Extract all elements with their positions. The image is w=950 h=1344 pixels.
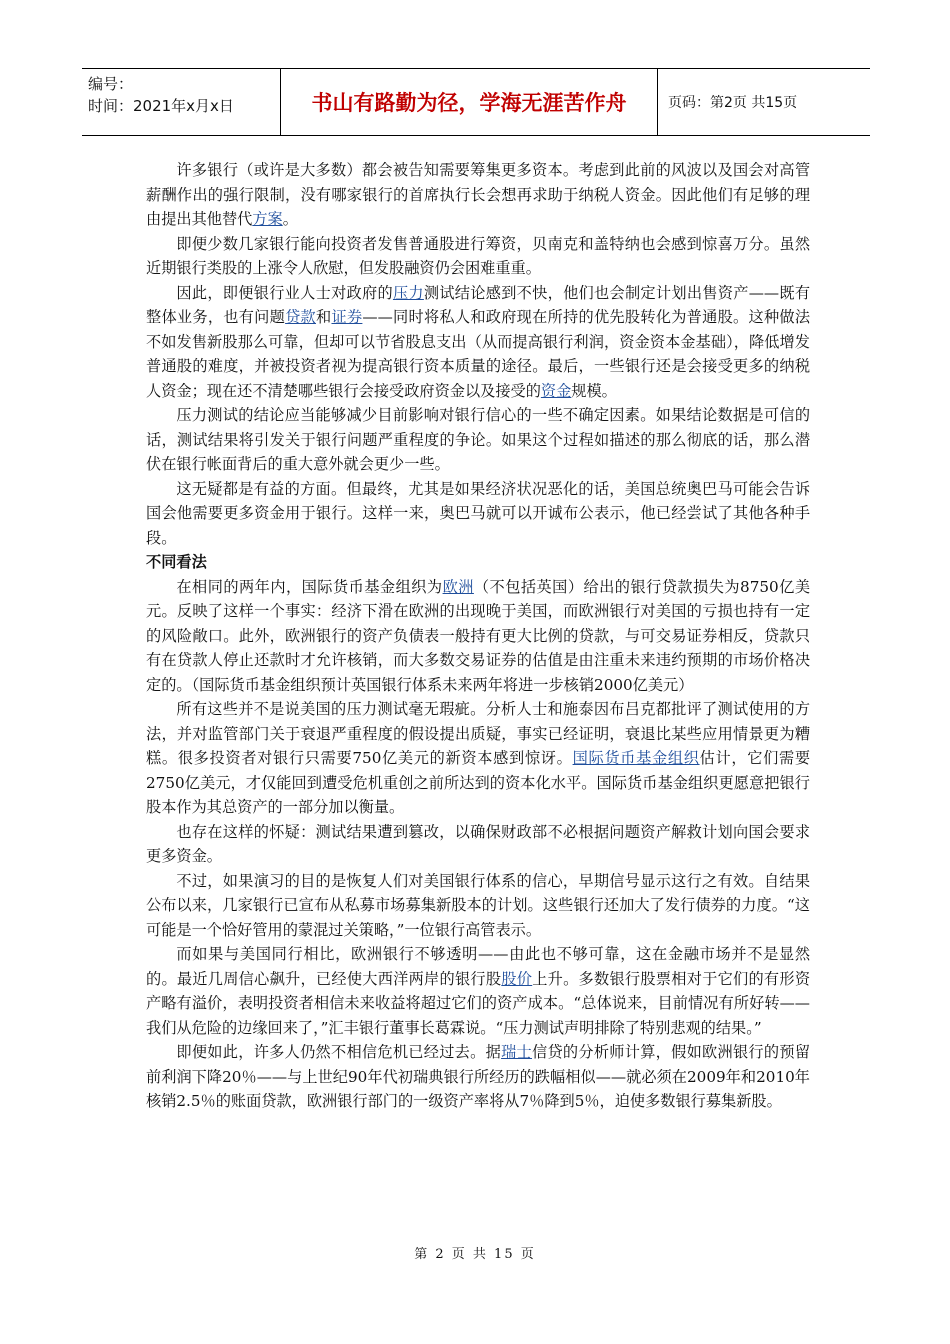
inline-link[interactable]: 压力 <box>392 283 424 302</box>
paragraph <box>146 869 810 943</box>
text-run: 这无疑都是有益的方面。但最终，尤其是如果经济状况恶化的话，美国总统奥巴马可能会告诉国会他需要更多资金用于银行。这样一来，奥巴马就可以开诚布公表示，他已经尝试了其他各种手段。 <box>146 479 810 547</box>
text-run: 所有这些并不是说美国的压力测试毫无瑕疵。分析人士和施泰因布吕克都批评了测试使用的方法，并对监管部门关于衰退严重程度的假设提出质疑，事实已经证明，衰退比某些应用情景更为糟糕。很多投资者对银行只需要750亿美元的新资本感到惊讶。 <box>146 700 810 767</box>
paragraph <box>146 403 810 477</box>
text-run: 和 <box>316 308 332 326</box>
document-number: 编号： <box>88 75 134 93</box>
paragraph <box>146 232 810 281</box>
document-date: 时间：2021年x月x日 <box>88 97 234 115</box>
text-run: 。 <box>282 210 298 228</box>
paragraph <box>146 942 810 1040</box>
text-run: 上升。多数银行股票相对于它们的有形资产略有溢价，表明投资者相信未来收益将超过它们的资产成本。“总体说来，目前情况有所好转——我们从危险的边缘回来了，”汇丰银行董事长葛霖说。“压力测试声明排除了特别悲观的结果。” <box>146 969 811 1037</box>
header-motto: 书山有路勤为径，学海无涯苦作舟 <box>280 69 658 135</box>
text-run: 不同看法 <box>146 553 207 571</box>
section-heading <box>146 550 810 575</box>
text-run: 因此，即便银行业人士对政府的 <box>176 283 393 302</box>
text-run: 信贷的分析师计算，假如欧洲银行的预留前利润下降20％——与上世纪90年代初瑞典银行所经历的跌幅相似——就必须在2009年和2010年核销2.5％的账面贷款，欧洲银行部门的一级资产率将从7％降到5％，迫使多数银行募集新股。 <box>146 1043 811 1110</box>
text-run: 规模。 <box>571 381 617 400</box>
text-run: 在相同的两年内，国际货币基金组织为 <box>176 577 443 596</box>
text-run: 测试结论感到不快，他们也会制定计划出售资产——既有整体业务，也有问题 <box>146 283 811 326</box>
inline-link[interactable]: 资金 <box>540 381 572 400</box>
paragraph <box>146 281 810 404</box>
inline-link[interactable]: 欧洲 <box>442 577 474 596</box>
header-page-info: 页码：第2页 共15页 <box>668 95 798 111</box>
text-run: 估计，它们需要2750亿美元，才仅能回到遭受危机重创之前所达到的资本化水平。国际货币基金组织更愿意把银行股本作为其总资产的一部分加以衡量。 <box>146 749 810 816</box>
page-header <box>82 68 870 136</box>
paragraph <box>146 477 810 551</box>
inline-link[interactable]: 方案 <box>252 210 283 228</box>
inline-link[interactable]: 贷款 <box>285 308 317 326</box>
text-run: 压力测试的结论应当能够减少目前影响对银行信心的一些不确定因素。如果结论数据是可信的话，测试结果将引发关于银行问题严重程度的争论。如果这个过程如描述的那么彻底的话，那么潜伏在银行帐面背后的重大意外就会更少一些。 <box>146 406 810 473</box>
inline-link[interactable]: 证券 <box>331 308 363 326</box>
inline-link[interactable]: 国际货币基金组织 <box>572 749 700 767</box>
text-run: ——同时将私人和政府现在所持的优先股转化为普通股。这种做法不如发售新股那么可靠，但却可以节省股息支出（从而提高银行利润，资金资本金基础），降低增发普通股的难度，并被投资者视为提高银行资本质量的途径。最后，一些银行还是会接受更多的纳税人资金；现在还不清楚哪些银行会接受政府资金以及接受的 <box>146 308 811 400</box>
paragraph <box>146 820 810 869</box>
text-run: 也存在这样的怀疑：测试结果遭到篡改，以确保财政部不必根据问题资产解救计划向国会要求更多资金。 <box>146 822 810 865</box>
page-footer: 第 2 页 共 15 页 <box>414 1247 536 1262</box>
inline-link[interactable]: 瑞士 <box>501 1043 532 1061</box>
text-run: 而如果与美国同行相比，欧洲银行不够透明——由此也不够可靠，这在金融市场并不是显然的。最近几周信心飙升，已经使大西洋两岸的银行股 <box>146 945 810 988</box>
article-body <box>146 158 810 1114</box>
text-run: （不包括英国）给出的银行贷款损失为8750亿美元。反映了这样一个事实：经济下滑在欧洲的出现晚于美国，而欧洲银行对美国的亏损也持有一定的风险敞口。此外，欧洲银行的资产负债表一般持有更大比例的贷款，与可交易证券相反，贷款只有在贷款人停止还款时才允许核销，而大多数交易证券的估值是由注重未来违约预期的市场价格决定的。（国际货币基金组织预计英国银行体系未来两年将进一步核销2000亿美元） <box>146 577 811 694</box>
paragraph <box>146 697 810 820</box>
header-meta <box>82 69 280 135</box>
paragraph <box>146 1040 810 1114</box>
paragraph <box>146 158 810 232</box>
text-run: 不过，如果演习的目的是恢复人们对美国银行体系的信心，早期信号显示这行之有效。自结果公布以来，几家银行已宣布从私募市场募集新股本的计划。这些银行还加大了发行债券的力度。“这可能是一个恰好管用的蒙混过关策略，”一位银行高管表示。 <box>146 871 810 939</box>
text-run: 即便少数几家银行能向投资者发售普通股进行筹资，贝南克和盖特纳也会感到惊喜万分。虽然近期银行类股的上涨令人欣慰，但发股融资仍会困难重重。 <box>146 234 810 277</box>
text-run: 许多银行（或许是大多数）都会被告知需要筹集更多资本。考虑到此前的风波以及国会对高管薪酬作出的强行限制，没有哪家银行的首席执行长会想再求助于纳税人资金。因此他们有足够的理由提出其他替代 <box>146 161 810 228</box>
paragraph <box>146 575 810 698</box>
text-run: 即便如此，许多人仍然不相信危机已经过去。据 <box>176 1043 502 1061</box>
inline-link[interactable]: 股价 <box>501 969 533 988</box>
